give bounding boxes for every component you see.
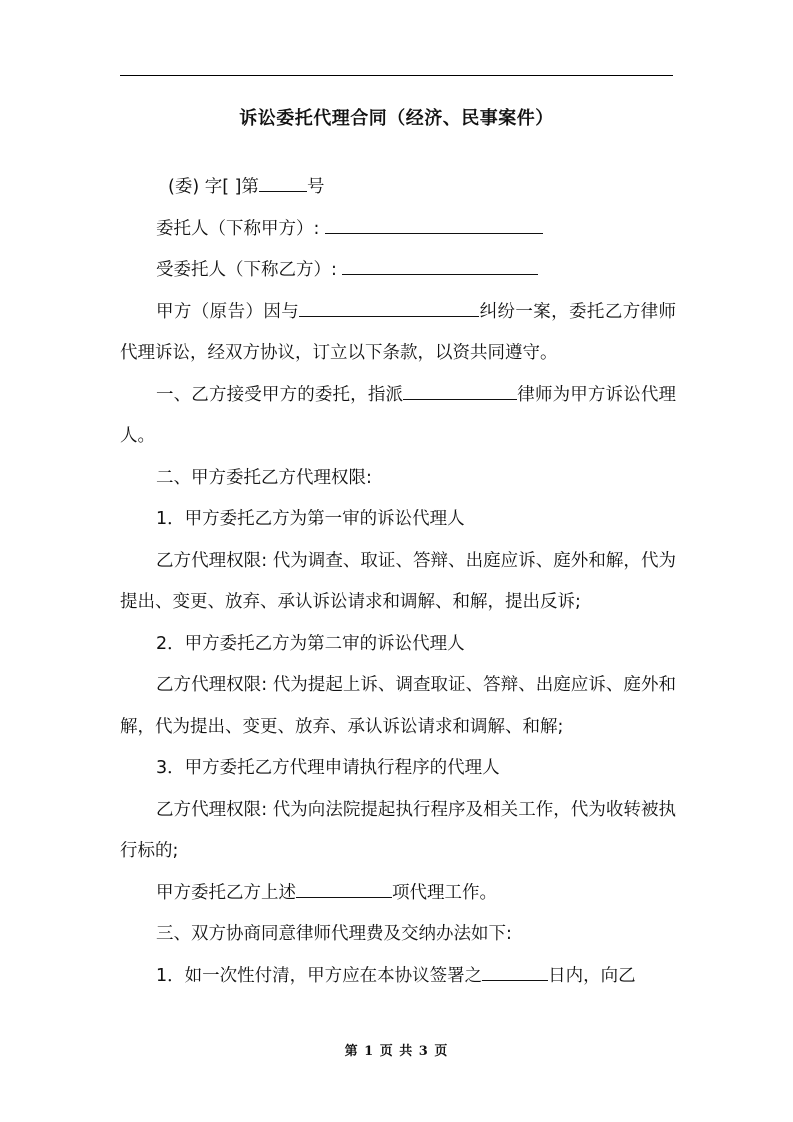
header-rule [120,75,673,76]
item-2-scope: 乙方代理权限: 代为提起上诉、调查取证、答辩、出庭应诉、庭外和解，代为提出、变更、放弃、承认诉讼请求和调解、和解; [120,675,676,737]
item-2: 2．甲方委托乙方为第二审的诉讼代理人 [156,633,465,654]
item-1-scope: 乙方代理权限: 代为调查、取证、答辩、出庭应诉、庭外和解，代为提出、变更、放弃、承认诉讼请求和调解、和解，提出反诉; [120,550,676,612]
item-1: 1．甲方委托乙方为第一审的诉讼代理人 [156,509,465,529]
clause-3: 三、双方协商同意律师代理费及交纳办法如下: [156,924,512,944]
principal-line [120,209,676,251]
item-3: 3．甲方委托乙方代理申请执行程序的代理人 [156,758,500,778]
entrust-items-blank [296,881,392,898]
entrust-line [120,873,676,915]
agent-line [120,250,676,292]
intro-paragraph [120,292,676,375]
dispute-party-blank [299,300,479,317]
case-number-blank [259,175,307,192]
intro-text-b: 纠纷一案，委托乙方律师代理诉讼，经双方协议，订立以下条款，以资共同遵守。 [120,301,677,363]
agent-blank [342,258,538,275]
case-number-suffix: 号 [306,177,325,197]
case-number-prefix: (委) 字[ ]第 [168,177,259,197]
entrust-text-b: 项代理工作。 [392,882,497,903]
clause-1 [120,375,676,458]
entrust-text-a: 甲方委托乙方上述 [156,882,296,903]
lawyer-name-blank [403,383,517,400]
page-number: 第 1 页 共 3 页 [344,1044,449,1059]
principal-blank [325,217,543,234]
clause-1-text-a: 一、乙方接受甲方的委托，指派 [156,384,404,405]
intro-text-a: 甲方（原告）因与 [156,301,300,322]
payment-item-1 [120,956,676,998]
item-3-scope: 乙方代理权限: 代为向法院提起执行程序及相关工作，代为收转被执行标的; [120,799,676,861]
agent-label: 受委托人（下称乙方）: [156,260,337,280]
payment-text-a: 1．如一次性付清，甲方应在本协议签署之 [156,965,483,986]
payment-days-blank [482,964,548,981]
case-number-line [120,167,676,209]
clause-1-text-b: 律师为甲方诉讼代理人。 [120,384,677,446]
document-title: 诉讼委托代理合同（经济、民事案件） [239,108,554,129]
payment-text-b: 日内，向乙 [548,965,636,986]
document-body [120,167,676,997]
principal-label: 委托人（下称甲方）: [156,218,320,239]
clause-2: 二、甲方委托乙方代理权限: [156,467,372,488]
